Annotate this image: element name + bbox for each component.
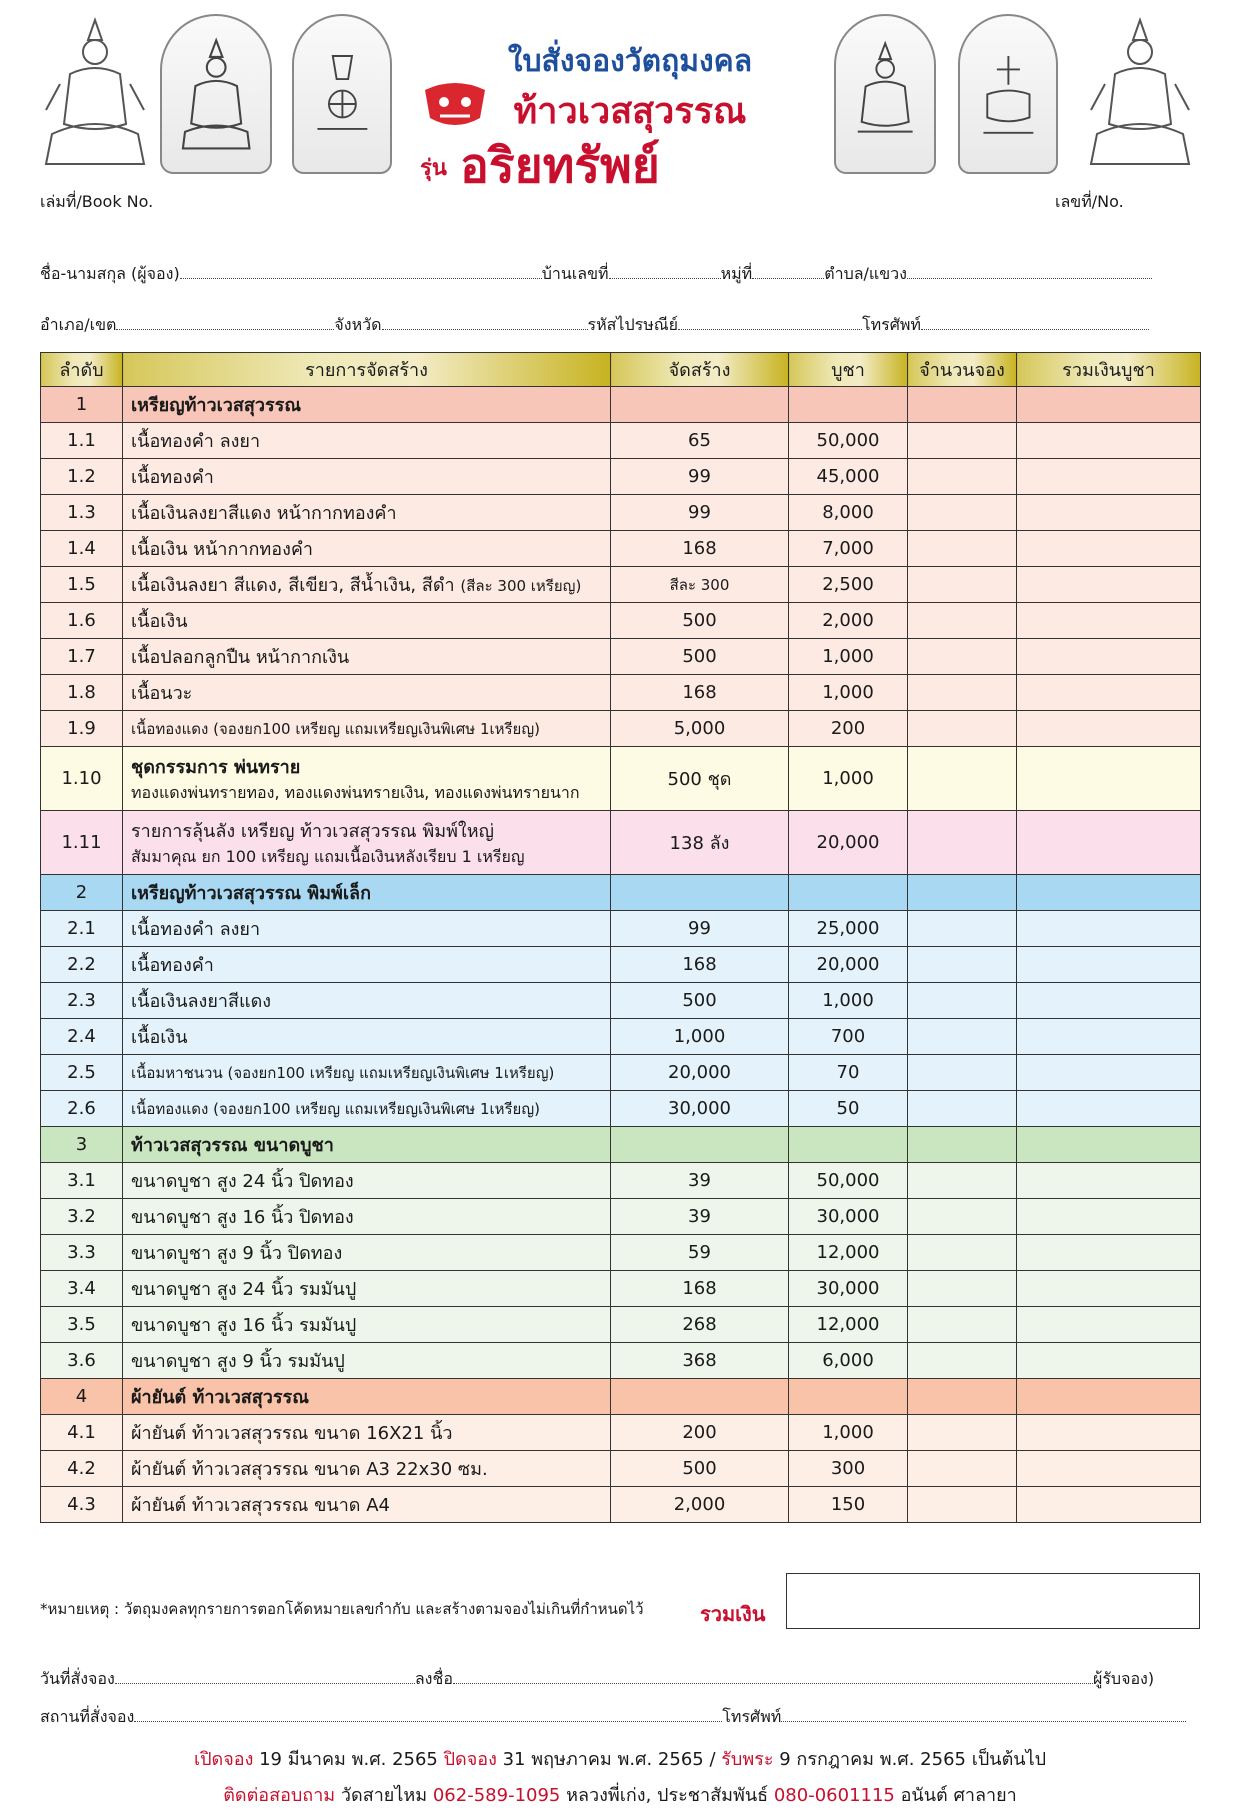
section-number: 4 bbox=[41, 1379, 123, 1415]
phone-label: โทรศัพท์ bbox=[861, 315, 921, 334]
moo-field[interactable] bbox=[752, 264, 824, 279]
quantity-input-cell[interactable] bbox=[908, 711, 1017, 747]
row-price: 2,500 bbox=[789, 567, 908, 603]
quantity-input-cell[interactable] bbox=[908, 675, 1017, 711]
total-input-cell[interactable] bbox=[1017, 1271, 1201, 1307]
total-input-cell[interactable] bbox=[1017, 983, 1201, 1019]
row-number: 3.5 bbox=[41, 1307, 123, 1343]
total-input-cell[interactable] bbox=[1017, 1163, 1201, 1199]
row-item: ขนาดบูชา สูง 24 นิ้ว รมมันปู bbox=[123, 1271, 611, 1307]
empty-cell bbox=[1017, 387, 1201, 423]
book-number-label: เล่มที่/Book No. bbox=[40, 192, 154, 211]
contact-phone-2[interactable]: 080-0601115 bbox=[773, 1785, 895, 1806]
quantity-input-cell[interactable] bbox=[908, 1199, 1017, 1235]
open-label: เปิดจอง bbox=[193, 1749, 254, 1770]
row-item: ชุดกรรมการ พ่นทราย bbox=[131, 756, 301, 778]
total-input-cell[interactable] bbox=[1017, 1415, 1201, 1451]
row-price: 700 bbox=[789, 1019, 908, 1055]
name-label: ชื่อ-นามสกุล (ผู้จอง) bbox=[40, 264, 180, 283]
row-item: เนื้อนวะ bbox=[123, 675, 611, 711]
province-field[interactable] bbox=[382, 315, 588, 330]
row-price: 7,000 bbox=[789, 531, 908, 567]
form-subtitle: ใบสั่งจองวัตถุมงคล bbox=[507, 44, 753, 79]
row-item: ขนาดบูชา สูง 16 นิ้ว ปิดทอง bbox=[123, 1199, 611, 1235]
total-input-cell[interactable] bbox=[1017, 1235, 1201, 1271]
col-header-made: จัดสร้าง bbox=[611, 353, 789, 387]
total-input-cell[interactable] bbox=[1017, 1307, 1201, 1343]
row-price: 50,000 bbox=[789, 423, 908, 459]
row-made: 39 bbox=[611, 1199, 789, 1235]
signature-row bbox=[40, 1667, 1154, 1692]
table-row bbox=[41, 603, 1201, 639]
order-place-label: สถานที่สั่งจอง bbox=[40, 1707, 135, 1726]
row-number: 4.1 bbox=[41, 1415, 123, 1451]
row-price: 1,000 bbox=[789, 747, 908, 811]
row-made: 20,000 bbox=[611, 1055, 789, 1091]
row-number: 1.5 bbox=[41, 567, 123, 603]
row-price: 1,000 bbox=[789, 1415, 908, 1451]
signature-field[interactable] bbox=[453, 1669, 1093, 1684]
quantity-input-cell[interactable] bbox=[908, 1163, 1017, 1199]
row-item: เนื้อทองคำ bbox=[123, 459, 611, 495]
booking-dates bbox=[0, 1744, 1240, 1773]
row-number: 2.4 bbox=[41, 1019, 123, 1055]
table-header-row bbox=[41, 353, 1201, 387]
row-number: 3.3 bbox=[41, 1235, 123, 1271]
total-input-cell[interactable] bbox=[1017, 1451, 1201, 1487]
row-number: 3.2 bbox=[41, 1199, 123, 1235]
row-number: 1.10 bbox=[41, 747, 123, 811]
section-row bbox=[41, 1127, 1201, 1163]
contact-name-1: หลวงพี่เก่ง, ประชาสัมพันธ์ bbox=[560, 1785, 774, 1806]
row-made: 368 bbox=[611, 1343, 789, 1379]
deity-statue-right-image bbox=[1085, 14, 1195, 174]
total-input-cell[interactable] bbox=[1017, 1091, 1201, 1127]
quantity-input-cell[interactable] bbox=[908, 911, 1017, 947]
row-number: 1.1 bbox=[41, 423, 123, 459]
empty-cell bbox=[611, 875, 789, 911]
total-input-cell[interactable] bbox=[1017, 1487, 1201, 1523]
contact-info bbox=[0, 1780, 1240, 1809]
contact-temple: วัดสายไหม bbox=[335, 1785, 433, 1806]
empty-cell bbox=[789, 387, 908, 423]
row-price: 6,000 bbox=[789, 1343, 908, 1379]
total-input-cell[interactable] bbox=[1017, 459, 1201, 495]
table-row bbox=[41, 1235, 1201, 1271]
row-price: 200 bbox=[789, 711, 908, 747]
table-row bbox=[41, 639, 1201, 675]
deity-statue-left-image bbox=[40, 14, 150, 174]
section-name: ผ้ายันต์ ท้าวเวสสุวรรณ bbox=[123, 1379, 611, 1415]
section-name: เหรียญท้าวเวสสุวรรณ bbox=[123, 387, 611, 423]
receive-date: 9 กรกฎาคม พ.ศ. 2565 เป็นต้นไป bbox=[773, 1749, 1047, 1770]
row-item: เนื้อเงินลงยาสีแดง bbox=[123, 983, 611, 1019]
row-made: 168 bbox=[611, 1271, 789, 1307]
table-row bbox=[41, 1271, 1201, 1307]
table-row bbox=[41, 495, 1201, 531]
phone-field[interactable] bbox=[921, 315, 1149, 330]
empty-cell bbox=[1017, 875, 1201, 911]
table-row bbox=[41, 1415, 1201, 1451]
empty-cell bbox=[611, 1379, 789, 1415]
table-row bbox=[41, 1091, 1201, 1127]
col-header-quantity: จำนวนจอง bbox=[908, 353, 1017, 387]
quantity-input-cell[interactable] bbox=[908, 639, 1017, 675]
row-made: 138 ลัง bbox=[611, 811, 789, 875]
row-number: 2.1 bbox=[41, 911, 123, 947]
total-input-cell[interactable] bbox=[1017, 1055, 1201, 1091]
quantity-input-cell[interactable] bbox=[908, 947, 1017, 983]
row-price: 20,000 bbox=[789, 947, 908, 983]
row-price: 150 bbox=[789, 1487, 908, 1523]
empty-cell bbox=[611, 387, 789, 423]
row-price: 12,000 bbox=[789, 1307, 908, 1343]
row-item: เนื้อเงิน bbox=[123, 603, 611, 639]
table-row bbox=[41, 747, 1201, 811]
total-input-cell[interactable] bbox=[1017, 495, 1201, 531]
row-number: 3.4 bbox=[41, 1271, 123, 1307]
row-item: ขนาดบูชา สูง 9 นิ้ว รมมันปู bbox=[123, 1343, 611, 1379]
row-made: 99 bbox=[611, 495, 789, 531]
empty-cell bbox=[789, 1127, 908, 1163]
section-row bbox=[41, 1379, 1201, 1415]
quantity-input-cell[interactable] bbox=[908, 1451, 1017, 1487]
quantity-input-cell[interactable] bbox=[908, 1019, 1017, 1055]
edition-prefix: รุ่น bbox=[420, 156, 447, 181]
col-header-total: รวมเงินบูชา bbox=[1017, 353, 1201, 387]
total-input-cell[interactable] bbox=[1017, 639, 1201, 675]
quantity-input-cell[interactable] bbox=[908, 603, 1017, 639]
quantity-input-cell[interactable] bbox=[908, 1091, 1017, 1127]
province-label: จังหวัด bbox=[334, 315, 382, 334]
row-made: สีละ 300 bbox=[611, 567, 789, 603]
row-made: 65 bbox=[611, 423, 789, 459]
row-price: 50 bbox=[789, 1091, 908, 1127]
total-input-cell[interactable] bbox=[1017, 675, 1201, 711]
row-made: 168 bbox=[611, 531, 789, 567]
table-row bbox=[41, 811, 1201, 875]
title-thao-wessuwan: ท้าวเวสสุวรรณ bbox=[513, 90, 747, 132]
open-date: 19 มีนาคม พ.ศ. 2565 bbox=[253, 1749, 444, 1770]
row-made: 200 bbox=[611, 1415, 789, 1451]
table-row bbox=[41, 531, 1201, 567]
table-row bbox=[41, 1307, 1201, 1343]
close-date: 31 พฤษภาคม พ.ศ. 2565 / bbox=[496, 1749, 722, 1770]
row-price: 1,000 bbox=[789, 983, 908, 1019]
place-row bbox=[40, 1705, 1186, 1730]
total-input-cell[interactable] bbox=[1017, 1019, 1201, 1055]
row-price: 50,000 bbox=[789, 1163, 908, 1199]
empty-cell bbox=[908, 875, 1017, 911]
row-made: 500 bbox=[611, 603, 789, 639]
row-number: 3.6 bbox=[41, 1343, 123, 1379]
name-field[interactable] bbox=[180, 264, 542, 279]
total-input-cell[interactable] bbox=[1017, 947, 1201, 983]
row-made: 500 ชุด bbox=[611, 747, 789, 811]
title-edition bbox=[420, 128, 820, 208]
row-item: ขนาดบูชา สูง 16 นิ้ว รมมันปู bbox=[123, 1307, 611, 1343]
row-item: เนื้อปลอกลูกปืน หน้ากากเงิน bbox=[123, 639, 611, 675]
row-number: 1.9 bbox=[41, 711, 123, 747]
row-price: 25,000 bbox=[789, 911, 908, 947]
quantity-input-cell[interactable] bbox=[908, 1487, 1017, 1523]
row-number: 1.3 bbox=[41, 495, 123, 531]
table-row bbox=[41, 675, 1201, 711]
quantity-input-cell[interactable] bbox=[908, 1235, 1017, 1271]
quantity-input-cell[interactable] bbox=[908, 423, 1017, 459]
total-input-cell[interactable] bbox=[1017, 1343, 1201, 1379]
receiver-label: ผู้รับจอง) bbox=[1092, 1669, 1155, 1688]
row-number: 1.2 bbox=[41, 459, 123, 495]
row-number: 1.11 bbox=[41, 811, 123, 875]
row-price: 1,000 bbox=[789, 639, 908, 675]
table-row bbox=[41, 1343, 1201, 1379]
section-name: เหรียญท้าวเวสสุวรรณ พิมพ์เล็ก bbox=[123, 875, 611, 911]
row-number: 4.3 bbox=[41, 1487, 123, 1523]
total-input-cell[interactable] bbox=[1017, 603, 1201, 639]
row-item-cell bbox=[123, 747, 611, 811]
grand-total-field[interactable] bbox=[786, 1573, 1200, 1629]
section-number: 1 bbox=[41, 387, 123, 423]
table-row bbox=[41, 1055, 1201, 1091]
quantity-input-cell[interactable] bbox=[908, 495, 1017, 531]
empty-cell bbox=[908, 1379, 1017, 1415]
row-price: 1,000 bbox=[789, 675, 908, 711]
tambon-field[interactable] bbox=[907, 264, 1152, 279]
row-price: 2,000 bbox=[789, 603, 908, 639]
postcode-label: รหัสไปรษณีย์ bbox=[587, 315, 678, 334]
house-no-field[interactable] bbox=[609, 264, 721, 279]
order-place-field[interactable] bbox=[134, 1707, 722, 1722]
table-row bbox=[41, 459, 1201, 495]
house-no-label: บ้านเลขที่ bbox=[541, 264, 609, 283]
row-price: 8,000 bbox=[789, 495, 908, 531]
table-row bbox=[41, 1163, 1201, 1199]
row-item: เนื้อเงินลงยา สีแดง, สีเขียว, สีน้ำเงิน, สีดำ bbox=[131, 575, 455, 596]
row-price: 45,000 bbox=[789, 459, 908, 495]
row-item: เนื้อทองแดง (จองยก100 เหรียญ แถมเหรียญเงินพิเศษ 1เหรียญ) bbox=[123, 711, 611, 747]
row-made: 99 bbox=[611, 911, 789, 947]
empty-cell bbox=[908, 387, 1017, 423]
empty-cell bbox=[1017, 1127, 1201, 1163]
order-table bbox=[40, 352, 1201, 1523]
row-item: เนื้อทองแดง (จองยก100 เหรียญ แถมเหรียญเงินพิเศษ 1เหรียญ) bbox=[123, 1091, 611, 1127]
row-made: 59 bbox=[611, 1235, 789, 1271]
grand-total-label: รวมเงิน bbox=[700, 1602, 766, 1626]
empty-cell bbox=[789, 1379, 908, 1415]
quantity-input-cell[interactable] bbox=[908, 983, 1017, 1019]
row-made: 30,000 bbox=[611, 1091, 789, 1127]
table-row bbox=[41, 1451, 1201, 1487]
total-input-cell[interactable] bbox=[1017, 1199, 1201, 1235]
moo-label: หมู่ที่ bbox=[720, 264, 753, 283]
contact-name-2: อนันต์ ศาลายา bbox=[894, 1785, 1017, 1806]
remark-note: *หมายเหตุ : วัตถุมงคลทุกรายการตอกโค้ดหมายเลขกำกับ และสร้างตามจองไม่เกินที่กำหนดไว้ bbox=[40, 1600, 644, 1618]
row-made: 268 bbox=[611, 1307, 789, 1343]
row-number: 2.5 bbox=[41, 1055, 123, 1091]
row-made: 500 bbox=[611, 983, 789, 1019]
total-input-cell[interactable] bbox=[1017, 747, 1201, 811]
amulet-medal-3-image bbox=[834, 14, 936, 174]
table-row bbox=[41, 711, 1201, 747]
row-number: 1.7 bbox=[41, 639, 123, 675]
row-item-note: (สีละ 300 เหรียญ) bbox=[460, 577, 582, 595]
quantity-input-cell[interactable] bbox=[908, 567, 1017, 603]
section-number: 3 bbox=[41, 1127, 123, 1163]
row-made: 168 bbox=[611, 675, 789, 711]
table-row bbox=[41, 983, 1201, 1019]
row-item: เนื้อทองคำ ลงยา bbox=[123, 423, 611, 459]
row-number: 2.3 bbox=[41, 983, 123, 1019]
row-item-line2: สัมมาคุณ ยก 100 เหรียญ แถมเนื้อเงินหลังเรียบ 1 เหรียญ bbox=[131, 846, 525, 866]
quantity-input-cell[interactable] bbox=[908, 459, 1017, 495]
empty-cell bbox=[611, 1127, 789, 1163]
row-item: เนื้อเงินลงยาสีแดง หน้ากากทองคำ bbox=[123, 495, 611, 531]
row-item: เนื้อเงิน หน้ากากทองคำ bbox=[123, 531, 611, 567]
empty-cell bbox=[908, 1127, 1017, 1163]
row-item: เนื้อทองคำ bbox=[123, 947, 611, 983]
section-name: ท้าวเวสสุวรรณ ขนาดบูชา bbox=[123, 1127, 611, 1163]
order-date-label: วันที่สั่งจอง bbox=[40, 1669, 115, 1688]
row-number: 2.2 bbox=[41, 947, 123, 983]
row-made: 1,000 bbox=[611, 1019, 789, 1055]
row-made: 2,000 bbox=[611, 1487, 789, 1523]
row-number: 1.6 bbox=[41, 603, 123, 639]
row-price: 30,000 bbox=[789, 1199, 908, 1235]
quantity-input-cell[interactable] bbox=[908, 1415, 1017, 1451]
row-price: 20,000 bbox=[789, 811, 908, 875]
row-item-line2: ทองแดงพ่นทรายทอง, ทองแดงพ่นทรายเงิน, ทองแดงพ่นทรายนาก bbox=[131, 782, 580, 802]
row-item-cell bbox=[123, 811, 611, 875]
total-input-cell[interactable] bbox=[1017, 811, 1201, 875]
col-header-item: รายการจัดสร้าง bbox=[123, 353, 611, 387]
contact-phone-1[interactable]: 062-589-1095 bbox=[432, 1785, 561, 1806]
form-row-2 bbox=[40, 313, 1149, 338]
serial-number-label: เลขที่/No. bbox=[1055, 192, 1124, 211]
row-item: เนื้อเงิน bbox=[123, 1019, 611, 1055]
table-row bbox=[41, 947, 1201, 983]
footer-phone-field[interactable] bbox=[781, 1707, 1186, 1722]
section-row bbox=[41, 875, 1201, 911]
close-label: ปิดจอง bbox=[443, 1749, 497, 1770]
row-item-cell bbox=[123, 567, 611, 603]
row-item: เนื้อทองคำ ลงยา bbox=[123, 911, 611, 947]
table-row bbox=[41, 1487, 1201, 1523]
receive-label: รับพระ bbox=[721, 1749, 774, 1770]
postcode-field[interactable] bbox=[678, 315, 862, 330]
total-input-cell[interactable] bbox=[1017, 711, 1201, 747]
quantity-input-cell[interactable] bbox=[908, 531, 1017, 567]
row-price: 30,000 bbox=[789, 1271, 908, 1307]
form-row-1 bbox=[40, 262, 1152, 287]
amphoe-field[interactable] bbox=[116, 315, 334, 330]
row-made: 500 bbox=[611, 639, 789, 675]
row-number: 2.6 bbox=[41, 1091, 123, 1127]
tambon-label: ตำบล/แขวง bbox=[824, 264, 907, 283]
row-item: ผ้ายันต์ ท้าวเวสสุวรรณ ขนาด 16X21 นิ้ว bbox=[123, 1415, 611, 1451]
row-number: 1.4 bbox=[41, 531, 123, 567]
table-row bbox=[41, 1199, 1201, 1235]
row-item: ขนาดบูชา สูง 9 นิ้ว ปิดทอง bbox=[123, 1235, 611, 1271]
quantity-input-cell[interactable] bbox=[908, 1307, 1017, 1343]
total-input-cell[interactable] bbox=[1017, 531, 1201, 567]
quantity-input-cell[interactable] bbox=[908, 1271, 1017, 1307]
row-price: 300 bbox=[789, 1451, 908, 1487]
table-row bbox=[41, 1019, 1201, 1055]
row-item: เนื้อมหาชนวน (จองยก100 เหรียญ แถมเหรียญเงินพิเศษ 1เหรียญ) bbox=[123, 1055, 611, 1091]
total-input-cell[interactable] bbox=[1017, 567, 1201, 603]
row-item: รายการลุ้นลัง เหรียญ ท้าวเวสสุวรรณ พิมพ์ใหญ่ bbox=[131, 820, 494, 842]
row-price: 70 bbox=[789, 1055, 908, 1091]
row-item: ผ้ายันต์ ท้าวเวสสุวรรณ ขนาด A4 bbox=[123, 1487, 611, 1523]
row-item: ขนาดบูชา สูง 24 นิ้ว ปิดทอง bbox=[123, 1163, 611, 1199]
order-date-field[interactable] bbox=[115, 1669, 415, 1684]
row-number: 3.1 bbox=[41, 1163, 123, 1199]
row-made: 5,000 bbox=[611, 711, 789, 747]
row-made: 99 bbox=[611, 459, 789, 495]
col-header-price: บูชา bbox=[789, 353, 908, 387]
amulet-medal-1-image bbox=[160, 14, 272, 174]
empty-cell bbox=[1017, 1379, 1201, 1415]
signature-label: ลงชื่อ bbox=[414, 1669, 453, 1688]
row-price: 12,000 bbox=[789, 1235, 908, 1271]
amulet-medal-4-image bbox=[958, 14, 1058, 174]
table-row bbox=[41, 423, 1201, 459]
table-row bbox=[41, 567, 1201, 603]
row-item: ผ้ายันต์ ท้าวเวสสุวรรณ ขนาด A3 22x30 ซม. bbox=[123, 1451, 611, 1487]
row-number: 4.2 bbox=[41, 1451, 123, 1487]
row-made: 39 bbox=[611, 1163, 789, 1199]
row-made: 500 bbox=[611, 1451, 789, 1487]
col-header-no: ลำดับ bbox=[41, 353, 123, 387]
section-row bbox=[41, 387, 1201, 423]
footer-phone-label: โทรศัพท์ bbox=[722, 1707, 782, 1726]
total-input-cell[interactable] bbox=[1017, 423, 1201, 459]
row-number: 1.8 bbox=[41, 675, 123, 711]
edition-name: อริยทรัพย์ bbox=[460, 138, 660, 194]
quantity-input-cell[interactable] bbox=[908, 747, 1017, 811]
amphoe-label: อำเภอ/เขต bbox=[40, 315, 117, 334]
contact-label: ติดต่อสอบถาม bbox=[223, 1785, 336, 1806]
amulet-medal-2-image bbox=[292, 14, 392, 174]
quantity-input-cell[interactable] bbox=[908, 1055, 1017, 1091]
row-made: 168 bbox=[611, 947, 789, 983]
quantity-input-cell[interactable] bbox=[908, 1343, 1017, 1379]
section-number: 2 bbox=[41, 875, 123, 911]
total-input-cell[interactable] bbox=[1017, 911, 1201, 947]
empty-cell bbox=[789, 875, 908, 911]
quantity-input-cell[interactable] bbox=[908, 811, 1017, 875]
table-row bbox=[41, 911, 1201, 947]
